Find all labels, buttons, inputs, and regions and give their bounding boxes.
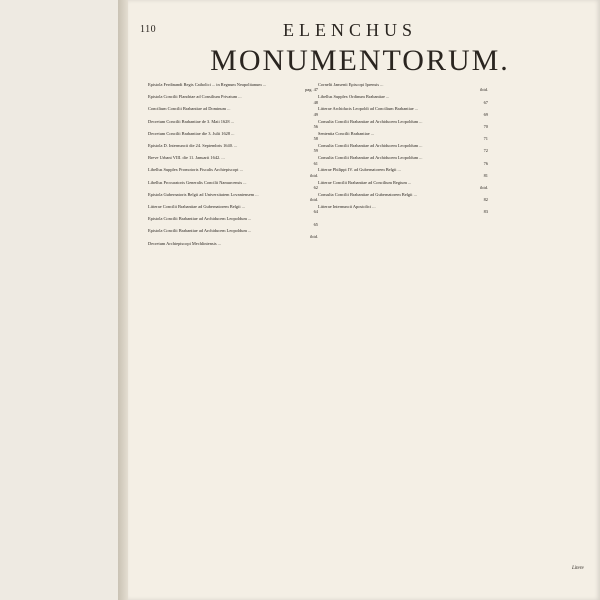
index-entry xyxy=(318,143,488,154)
entry-page-ref: 83 xyxy=(483,209,488,215)
entry-page-ref: 71 xyxy=(483,136,488,142)
entry-page-ref: 49 xyxy=(313,111,318,117)
entry-page-ref: ibid. xyxy=(310,233,318,239)
entry-text: Epistola Ferdinandi Regis Catholici ... in Regnum Neapolitanum ... xyxy=(148,82,267,87)
entry-page-ref: 58 xyxy=(313,136,318,142)
entry-text: Libellus Supplex Ordinum Brabantiae ... xyxy=(318,94,390,100)
entry-text: Litterae Archiducis Leopoldi ad Concilium Brabantiae ... xyxy=(318,106,419,112)
right-column xyxy=(318,82,488,582)
index-entry xyxy=(318,82,488,93)
index-entry xyxy=(148,204,318,215)
entry-page-ref: pag. 47 xyxy=(305,87,318,93)
entry-page-ref: 62 xyxy=(313,185,318,191)
entry-text: Epistola Concilii Flandriae ad Consilium Privatum ... xyxy=(148,94,242,100)
index-entry xyxy=(148,167,318,178)
index-entry xyxy=(148,192,318,203)
entry-text: Consulta Concilii Brabantiae ad Archiducem Leopoldum ... xyxy=(318,155,423,161)
entry-page-ref: 82 xyxy=(483,197,488,203)
index-entry xyxy=(318,94,488,105)
entry-page-ref: 69 xyxy=(483,111,488,117)
entry-text: Cornelii Jansenii Episcopi Iprensis ... xyxy=(318,82,384,87)
entry-text: Epistola D. Internuncii die 24. Septembris 1640. ... xyxy=(148,143,238,149)
index-entry xyxy=(148,82,318,93)
entry-page-ref: ibid. xyxy=(310,172,318,178)
entry-page-ref: 72 xyxy=(483,148,488,154)
entry-page-ref: 65 xyxy=(313,221,318,227)
entry-text: Breve Urbani VIII. die 11. Januarii 1642. ... xyxy=(148,155,225,161)
index-entry xyxy=(148,155,318,166)
index-entry xyxy=(318,155,488,166)
entry-text: Decretum Concilii Brabantiae die 3. Julii 1628 ... xyxy=(148,130,235,136)
entry-page-ref: 67 xyxy=(483,99,488,105)
entry-page-ref: 64 xyxy=(313,209,318,215)
entry-text: Consulta Concilii Brabantiae ad Archiducem Leopoldum ... xyxy=(318,118,423,124)
entry-text: Concilium Concilii Brabantiae ad Dominum ... xyxy=(148,106,231,112)
index-entry xyxy=(148,180,318,191)
index-entry xyxy=(148,94,318,105)
entry-page-ref: ibid. xyxy=(480,185,488,191)
index-entry xyxy=(318,180,488,191)
catchword: Litere xyxy=(572,566,584,571)
entry-page-ref: 81 xyxy=(483,172,488,178)
entry-page-ref: 48 xyxy=(313,99,318,105)
entry-text: Decretum Archiepiscopi Mechliniensis ... xyxy=(148,240,221,246)
index-entry xyxy=(318,119,488,130)
page-number: 110 xyxy=(140,24,157,35)
entry-page-ref: 61 xyxy=(313,160,318,166)
running-head: ELENCHUS xyxy=(283,20,417,40)
left-column xyxy=(148,82,318,582)
entry-page-ref: ibid. xyxy=(480,87,488,93)
entry-text: Decretum Concilii Brabantiae de 3. Maii 1628 ... xyxy=(148,118,234,124)
index-entry xyxy=(318,192,488,203)
entry-text: Consulta Concilii Brabantiae ad Archiducem Leopoldum ... xyxy=(318,143,423,149)
entry-page-ref: 76 xyxy=(483,160,488,166)
entry-text: Litterae Concilii Brabantiae ad Gubernatorem Belgii ... xyxy=(148,204,245,210)
entry-text: Consulta Concilii Brabantiae ad Gubernatorem Belgii ... xyxy=(318,191,417,197)
entry-text: Epistola Gubernatoris Belgii ad Universitatem Lovaniensem ... xyxy=(148,191,259,197)
index-entry xyxy=(148,241,318,246)
entry-text: Litterae Internuncii Apostolici ... xyxy=(318,204,376,210)
entry-text: Libellus Supplex Promotoris Fiscalis Archiepiscopi ... xyxy=(148,167,243,173)
entry-text: Litterae Concilii Brabantiae ad Concilium Regium ... xyxy=(318,179,412,185)
entry-page-ref: 59 xyxy=(313,148,318,154)
entry-page-ref: ibid. xyxy=(310,197,318,203)
entry-text: Epistola Concilii Brabantiae ad Archiducem Leopoldum ... xyxy=(148,228,252,234)
index-entry xyxy=(148,143,318,154)
index-entry xyxy=(148,131,318,142)
index-entry xyxy=(148,106,318,117)
index-entry xyxy=(318,106,488,117)
index-entry xyxy=(318,204,488,215)
entry-text: Libellus Procuratoris Generalis Concilii Namurcensis ... xyxy=(148,179,247,185)
index-entry xyxy=(148,228,318,239)
entry-text: Sententia Concilii Brabantiae ... xyxy=(318,130,375,136)
index-entry xyxy=(148,216,318,227)
index-entry xyxy=(318,131,488,142)
page-title: MONUMENTORUM. xyxy=(210,44,510,77)
entry-text: Litterae Philippi IV. ad Gubernatorem Belgii ... xyxy=(318,167,401,173)
index-entry xyxy=(148,119,318,130)
entry-page-ref: 56 xyxy=(313,124,318,130)
entry-page-ref: 70 xyxy=(483,124,488,130)
index-entry xyxy=(318,167,488,178)
entry-text: Epistola Concilii Brabantiae ad Archiducem Leopoldum ... xyxy=(148,216,252,222)
